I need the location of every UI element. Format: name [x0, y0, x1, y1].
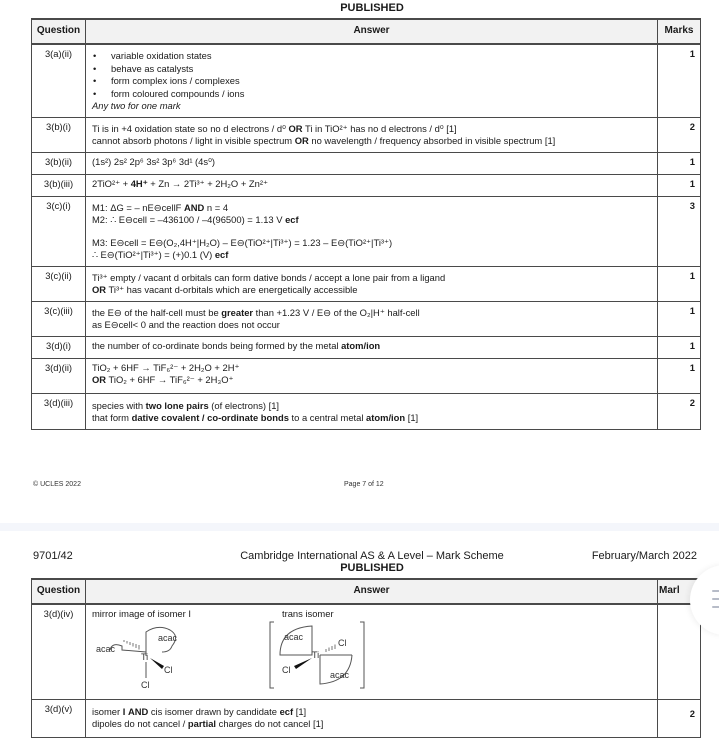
answer-cell [85, 266, 657, 301]
table-row [32, 301, 701, 336]
bullet-item: • variable oxidation states [92, 50, 651, 63]
answer-cell [85, 699, 657, 737]
structure-diagrams [92, 608, 651, 690]
page-number: Page 7 of 12 [344, 481, 384, 488]
ligand-cl: Cl [337, 638, 347, 648]
question-number: 3(d)(iv) [32, 604, 86, 699]
published-label: PUBLISHED [340, 562, 404, 574]
header-question: Question [32, 579, 86, 604]
ligand-cl: Cl [281, 665, 291, 675]
table-row [32, 117, 701, 152]
answer-line: ∴ E⊖(TiO²⁺|Ti³⁺) = (+)0.1 (V) ecf [91, 249, 229, 260]
trans-isomer-structure [264, 618, 374, 692]
answer-note: Any two for one mark [91, 100, 181, 111]
header-marks: Marl [658, 579, 701, 604]
bullet-item: • form coloured compounds / ions [92, 88, 651, 101]
answer-line: the E⊖ of the half-cell must be greater than +1.23 V / E⊖ of the O₂|H⁺ half-cell [91, 306, 420, 318]
marks-value: 2 [658, 393, 701, 429]
table-row [32, 699, 701, 737]
question-number: 3(a)(ii) [32, 44, 86, 117]
answer-line: M1: ΔG = – nE⊖cellF AND n = 4 [91, 201, 229, 213]
table-row [32, 393, 701, 429]
bullet-list [92, 50, 651, 100]
ligand-cl: Cl [140, 680, 150, 690]
answer-cell [85, 604, 657, 699]
question-number: 3(c)(ii) [32, 266, 86, 301]
table-row [32, 604, 701, 699]
table-row [32, 174, 701, 196]
spacer [92, 227, 651, 237]
question-number: 3(d)(iii) [32, 393, 86, 429]
answer-line: as E⊖cell< 0 and the reaction does not occur [91, 319, 280, 330]
ligand-cl: Cl [163, 665, 173, 675]
answer-line: OR TiO₂ + 6HF → TiF₆²⁻ + 2H₃O⁺ [91, 374, 234, 385]
answer-cell [85, 301, 657, 336]
table-row [32, 44, 701, 117]
header-question: Question [32, 19, 86, 44]
exam-session: February/March 2022 [591, 550, 697, 562]
bullet-item: • form complex ions / complexes [92, 75, 651, 88]
marks-value: 1 [658, 336, 701, 358]
metal-ti: Ti [311, 650, 320, 660]
answer-cell [85, 393, 657, 429]
table-row [32, 266, 701, 301]
answer-line: (1s²) 2s² 2p⁶ 3s² 3p⁶ 3d¹ (4s⁰) [91, 155, 215, 167]
answer-line: the number of co-ordinate bonds being formed by the metal atom/ion [91, 339, 381, 351]
table-row [32, 196, 701, 266]
answer-line: cannot absorb photons / light in visible spectrum OR no wavelength / frequency absorbed in visible spectrum [1] [91, 135, 556, 146]
table-row [32, 336, 701, 358]
marks-value: 1 [658, 152, 701, 174]
marks-value: 2 [658, 117, 701, 152]
question-number: 3(d)(ii) [32, 358, 86, 393]
marks-value: 1 [658, 44, 701, 117]
table-row [32, 152, 701, 174]
answer-line: Ti is in +4 oxidation state so no d electrons / d⁰ OR Ti in TiO²⁺ has no d electrons / d⁰ [1] [91, 122, 457, 134]
answer-line: dipoles do not cancel / partial charges do not cancel [1] [91, 718, 324, 729]
page-8 [0, 531, 719, 750]
ligand-acac-top: acac [157, 633, 177, 643]
marks-value: 1 [658, 301, 701, 336]
marks-value: 1 [658, 358, 701, 393]
header-answer: Answer [85, 579, 657, 604]
header-answer: Answer [85, 19, 657, 44]
document-title: Cambridge International AS & A Level – Mark Scheme [240, 550, 504, 562]
syllabus-code: 9701/42 [33, 550, 73, 562]
ligand-acac-bottom: acac [329, 670, 349, 680]
answer-line: M3: E⊖cell = E⊖(O₂,4H⁺|H₂O) – E⊖(TiO²⁺|Ti³⁺) = 1.23 – E⊖(TiO²⁺|Ti³⁺) [91, 236, 393, 248]
answer-cell [85, 44, 657, 117]
published-label: PUBLISHED [340, 2, 404, 14]
question-number: 3(b)(iii) [32, 174, 86, 196]
marks-value: 1 [658, 266, 701, 301]
answer-line: M2: ∴ E⊖cell = –436100 / –4(96500) = 1.13 V ecf [91, 214, 299, 225]
mark-scheme-table [31, 578, 701, 738]
answer-cell [85, 152, 657, 174]
answer-line: OR Ti³⁺ has vacant d-orbitals which are energetically accessible [91, 284, 358, 295]
structure-label-trans: trans isomer [281, 608, 334, 619]
answer-line: TiO₂ + 6HF → TiF₆²⁻ + 2H₂O + 2H⁺ [91, 361, 240, 373]
answer-cell [85, 358, 657, 393]
answer-line: species with two lone pairs (of electrons) [1] [91, 399, 280, 411]
answer-cell [85, 117, 657, 152]
question-number: 3(d)(v) [32, 699, 86, 737]
question-number: 3(c)(i) [32, 196, 86, 266]
answer-line: isomer I AND cis isomer drawn by candidate ecf [1] [91, 705, 307, 717]
copyright-text: © UCLES 2022 [33, 481, 81, 488]
answer-cell [85, 196, 657, 266]
answer-cell [85, 336, 657, 358]
answer-cell [85, 174, 657, 196]
ligand-acac-left: acac [95, 644, 115, 654]
metal-ti: Ti [140, 652, 149, 662]
question-number: 3(d)(i) [32, 336, 86, 358]
mirror-isomer-structure [92, 622, 202, 692]
question-number: 3(b)(i) [32, 117, 86, 152]
header-marks: Marks [658, 19, 701, 44]
bullet-item: • behave as catalysts [92, 63, 651, 76]
table-header-row [32, 19, 701, 44]
marks-value: 3 [658, 196, 701, 266]
marks-value: 2 [658, 699, 701, 737]
answer-line: Ti³⁺ empty / vacant d orbitals can form dative bonds / accept a lone pair from a ligand [91, 271, 446, 283]
table-row [32, 358, 701, 393]
marks-value [658, 604, 701, 699]
mark-scheme-table [31, 18, 701, 430]
structure-label-mirror: mirror image of isomer I [91, 608, 191, 619]
answer-line: 2TiO²⁺ + 4H⁺ + Zn → 2Ti³⁺ + 2H₂O + Zn²⁺ [91, 177, 268, 189]
page-separator [0, 523, 719, 531]
ligand-acac-top: acac [283, 632, 303, 642]
answer-line: that form dative covalent / co-ordinate bonds to a central metal atom/ion [1] [91, 412, 419, 423]
marks-value: 1 [658, 174, 701, 196]
question-number: 3(b)(ii) [32, 152, 86, 174]
table-header-row [32, 579, 701, 604]
question-number: 3(c)(iii) [32, 301, 86, 336]
